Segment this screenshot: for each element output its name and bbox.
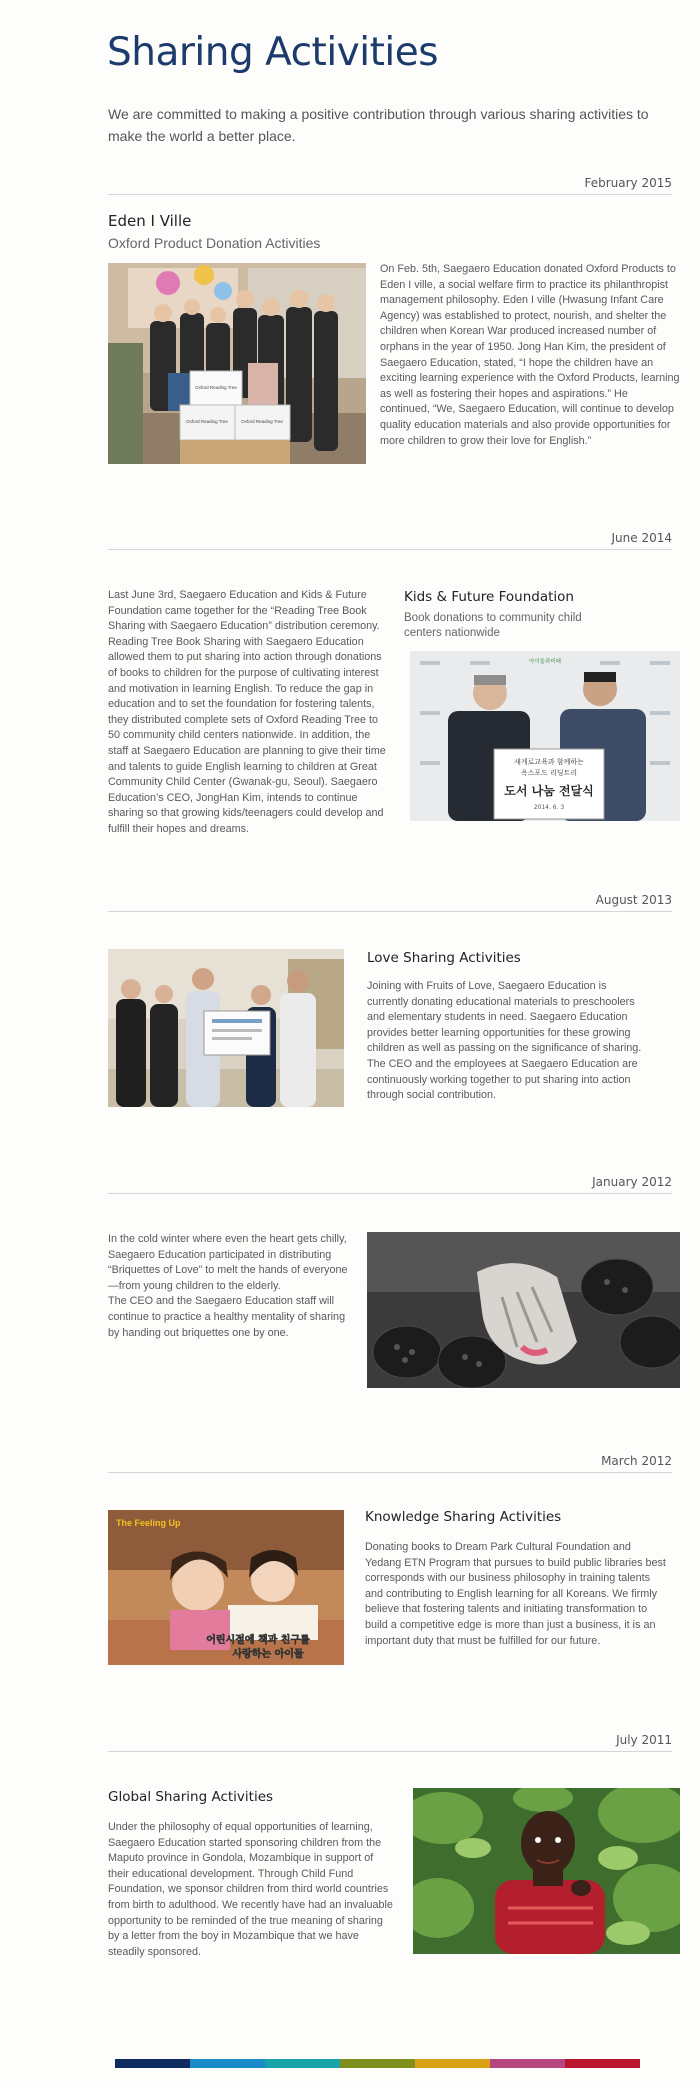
divider <box>108 1751 672 1752</box>
caption-part: 를 <box>300 1635 310 1646</box>
section-date: June 2014 <box>611 531 672 545</box>
section-date: January 2012 <box>592 1175 672 1189</box>
svg-text:사랑하는 아이들 <box>231 1647 303 1660</box>
divider <box>108 194 672 195</box>
footer-color-segment <box>265 2059 340 2068</box>
divider <box>108 1472 672 1473</box>
section-title: Knowledge Sharing Activities <box>365 1509 562 1525</box>
footer-color-bar <box>115 2059 640 2068</box>
box-label: Oxford Reading Tree <box>186 419 228 424</box>
donation-group-photo <box>108 263 366 464</box>
footer-color-segment <box>340 2059 415 2068</box>
section-text: Last June 3rd, Saegaero Education and Kids & Future Foundation came together for the “Reading Tree Book Sharing with Saegaero Education” distribution ceremony. Reading Tree Book Sharing with Saegaero Education allowed them to put sharing into action through donations of books to children for the purpose of cultivating interest and motivation in learning English. To reduce the gap in education and to set the foundation for fostering talents, they distributed complete sets of Oxford Reading Tree to 50 community child centers nationwide. In addition, the staff at Saegaero Education are planning to give their time and talents to guide English learning to children at Great Community Child Center (Gwanak-gu, Seoul). Saegaero Education’s CEO, JongHan Kim, intends to continue sharing so that growing kids/teenagers could develop and fulfill their hopes and dreams. <box>108 589 386 835</box>
section-title: Love Sharing Activities <box>367 950 521 966</box>
section-date: March 2012 <box>601 1454 672 1468</box>
section-text: Joining with Fruits of Love, Saegaero Education is currently donating educational materials to preschoolers and elementary students in need. Saegaero Education provides better learning opportunities for these growing children as well as passing on the significance of sharing. The CEO and the employees at Saegaero Education are continuously working together to put sharing into action through social contribution. <box>367 980 642 1102</box>
svg-text:어린시절에 책과 친구를 <box>206 1633 310 1646</box>
section-subtitle: Book donations to community child centers nationwide <box>404 612 582 639</box>
section-date: February 2015 <box>584 176 672 190</box>
divider <box>108 1193 672 1194</box>
intro-text: We are committed to making a positive contribution through various sharing activities to make the world a better place. <box>108 106 649 144</box>
footer-color-segment <box>415 2059 490 2068</box>
program-logo: The Feeling Up <box>116 1518 181 1528</box>
box-label: Oxford Reading Tree <box>195 385 237 390</box>
backdrop-logo: 아이들과미래 <box>529 659 561 665</box>
section-title: Eden I Ville <box>108 212 192 230</box>
section-date: August 2013 <box>595 893 672 907</box>
reading-children-photo <box>108 1510 344 1665</box>
section-text: In the cold winter where even the heart gets chilly, Saegaero Education participated in distributing “Briquettes of Love” to melt the hands of everyone—from young children to the elderly. The CEO and the Saegaero Education staff will continue to practice a healthy mentality of sharing by handing out briquettes one by one. <box>108 1233 348 1339</box>
box-label: Oxford Reading Tree <box>241 419 283 424</box>
caption-part: 아이들 <box>274 1649 304 1660</box>
footer-color-segment <box>565 2059 640 2068</box>
section-text: Donating books to Dream Park Cultural Foundation and Yedang ETN Program that pursues to build public libraries best corresponds with our business philosophy in training talents and contributing to English learning for all Koreans. We firmly believe that fostering talents and initiating transformation to build a competitive edge is more than just a business, it is an important duty that must be fulfilled for our future. <box>365 1541 666 1647</box>
footer-color-segment <box>115 2059 190 2068</box>
caption-part: 책과 친구 <box>258 1635 301 1646</box>
ceremony-photo <box>410 651 680 821</box>
sign-line-1: 새게로교육과 함께하는 <box>514 758 584 766</box>
section-text: Under the philosophy of equal opportunities of learning, Saegaero Education started sponsoring children from the Maputo province in Gondola, Mozambique in support of their educational development. Through Child Fund Foundation, we sponsor children from third world countries from birth to adulthood. We recently have had an invaluable opportunity to be reminded of the true meaning of sharing by a letter from the boy in Mozambique that we have steadily sponsored. <box>108 1821 393 1958</box>
footer-color-segment <box>190 2059 265 2068</box>
section-date: July 2011 <box>616 1733 672 1747</box>
sign-line-3: 도서 나눔 전달식 <box>504 784 594 798</box>
page-title: Sharing Activities <box>107 30 439 75</box>
section-subtitle: Oxford Product Donation Activities <box>108 235 321 251</box>
briquette-photo <box>367 1232 680 1388</box>
sign-date: 2014. 6. 3 <box>533 804 565 811</box>
love-sharing-photo <box>108 949 344 1107</box>
section-title: Global Sharing Activities <box>108 1789 274 1805</box>
divider <box>108 911 672 912</box>
caption-part: 사랑하는 <box>232 1649 275 1660</box>
section-title: Kids & Future Foundation <box>404 589 574 605</box>
footer-color-segment <box>490 2059 565 2068</box>
section-text: On Feb. 5th, Saegaero Education donated Oxford Products to Eden I ville, a social welfare firm to practice its philanthropist management philosophy. Eden I ville (Hwasung Infant Care Agency) was established to protect, nourish, and shelter the children when Korean War produced increased number of orphans in the year of 1950. Jong Han Kim, the president of Saegaero Education, stated, “I hope the children have an exciting learning experience with the Oxford Products, learning as well as fostering their hopes and aspirations.” He continued, “We, Saegaero Education, will continue to develop quality education materials and also provide opportunities for more children to grow their love for English.” <box>380 263 680 447</box>
sponsored-child-photo <box>413 1788 680 1954</box>
caption-part: 어린시절에 <box>206 1635 258 1646</box>
sign-line-2: 옥스포드 리딩트리 <box>520 769 578 777</box>
divider <box>108 549 672 550</box>
